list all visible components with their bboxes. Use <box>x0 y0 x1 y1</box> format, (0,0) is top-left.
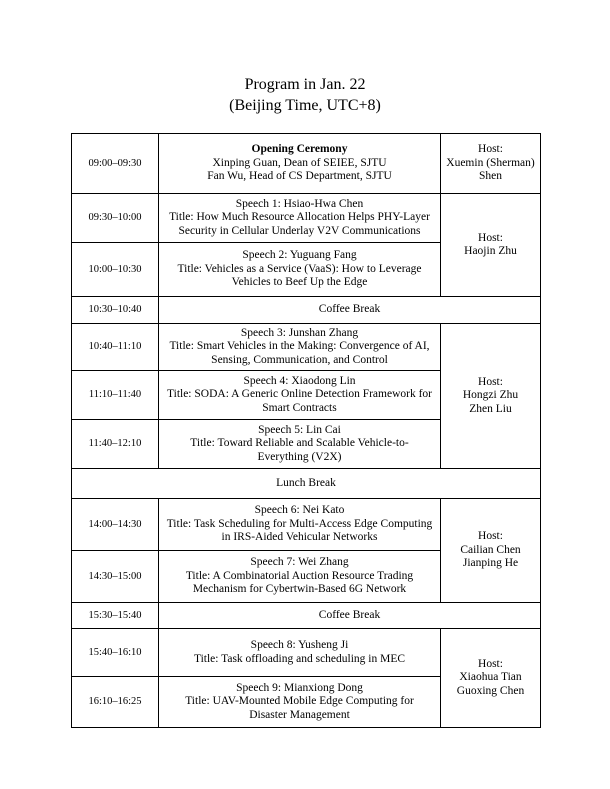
session-line: Sensing, Communication, and Control <box>211 353 388 366</box>
session-line: Title: Task offloading and scheduling in MEC <box>193 652 406 665</box>
session-time: 10:40–11:10 <box>72 324 159 371</box>
session-content <box>159 194 441 243</box>
host-name: Zhen Liu <box>469 402 512 415</box>
table-row <box>72 469 541 499</box>
host-cell <box>441 629 541 728</box>
session-time: 09:00–09:30 <box>72 134 159 194</box>
session-content <box>159 324 441 371</box>
host-name: Shen <box>479 170 502 183</box>
session-heading: Speech 2: Yuguang Fang <box>242 249 357 262</box>
session-line: Title: Toward Reliable and Scalable Vehicle-to- <box>190 437 409 450</box>
session-heading: Speech 7: Wei Zhang <box>250 556 349 569</box>
table-row <box>72 324 541 371</box>
session-time: 14:00–14:30 <box>72 499 159 551</box>
session-time: 10:00–10:30 <box>72 243 159 297</box>
session-content <box>159 420 441 469</box>
session-line: Title: Vehicles as a Service (VaaS): How to Leverage <box>177 262 422 275</box>
session-line: in IRS-Aided Vehicular Networks <box>221 531 378 544</box>
host-name: Xuemin (Sherman) <box>446 156 535 169</box>
session-heading: Speech 3: Junshan Zhang <box>240 326 359 339</box>
session-content <box>159 551 441 603</box>
host-label: Host: <box>478 375 503 388</box>
session-content <box>159 629 441 677</box>
program-title: Program in Jan. 22 <box>244 76 366 93</box>
session-time: 15:30–15:40 <box>72 603 159 629</box>
session-heading: Opening Ceremony <box>251 143 348 156</box>
session-heading: Speech 9: Mianxiong Dong <box>236 681 363 694</box>
session-content <box>159 243 441 297</box>
session-line: Vehicles to Beef Up the Edge <box>231 276 368 289</box>
session-content <box>159 371 441 420</box>
host-name: Haojin Zhu <box>464 245 517 257</box>
host-name: Hongzi Zhu <box>462 389 519 402</box>
session-heading: Speech 1: Hsiao-Hwa Chen <box>235 197 364 210</box>
break-label: Coffee Break <box>318 608 381 621</box>
program-subtitle: (Beijing Time, UTC+8) <box>229 97 381 114</box>
table-row <box>72 194 541 243</box>
session-time: 16:10–16:25 <box>72 677 159 728</box>
table-row <box>72 499 541 551</box>
session-content <box>159 677 441 728</box>
host-label: Host: <box>478 530 503 543</box>
break-cell <box>72 469 541 499</box>
host-cell <box>441 194 541 297</box>
session-content <box>159 499 441 551</box>
session-line: Disaster Management <box>249 708 350 721</box>
host-label: Host: <box>478 143 503 156</box>
session-line: Title: Task Scheduling for Multi-Access Edge Computing <box>166 517 433 530</box>
table-row <box>72 297 541 324</box>
session-heading: Speech 4: Xiaodong Lin <box>243 374 356 387</box>
session-heading: Speech 8: Yusheng Ji <box>250 639 349 651</box>
session-line: Xinping Guan, Dean of SEIEE, SJTU <box>212 156 387 169</box>
host-name: Cailian Chen <box>460 543 521 556</box>
session-time: 15:40–16:10 <box>72 629 159 677</box>
table-row <box>72 629 541 677</box>
session-line: Everything (V2X) <box>257 450 342 463</box>
session-time: 11:40–12:10 <box>72 420 159 469</box>
break-cell <box>159 297 541 324</box>
table-row <box>72 603 541 629</box>
session-time: 10:30–10:40 <box>72 297 159 324</box>
host-cell <box>441 134 541 194</box>
host-cell <box>441 324 541 469</box>
session-line: Security in Cellular Underlay V2V Communications <box>178 224 421 237</box>
session-line: Title: Smart Vehicles in the Making: Convergence of AI, <box>169 340 430 353</box>
program-table <box>71 133 541 728</box>
session-line: Fan Wu, Head of CS Department, SJTU <box>207 170 392 183</box>
host-name: Guoxing Chen <box>456 684 525 697</box>
session-time: 09:30–10:00 <box>72 194 159 243</box>
break-cell <box>159 603 541 629</box>
session-line: Title: UAV-Mounted Mobile Edge Computing for <box>185 695 414 708</box>
session-content <box>159 134 441 194</box>
table-row <box>72 134 541 194</box>
session-time: 11:10–11:40 <box>72 371 159 420</box>
session-time: 14:30–15:00 <box>72 551 159 603</box>
host-name: Jianping He <box>462 557 519 570</box>
host-label: Host: <box>478 657 503 670</box>
host-label: Host: <box>478 231 503 244</box>
session-heading: Speech 6: Nei Kato <box>254 504 345 517</box>
page-title <box>0 74 610 116</box>
session-line: Mechanism for Cybertwin-Based 6G Network <box>192 583 407 596</box>
host-name: Xiaohua Tian <box>459 671 522 684</box>
session-heading: Speech 5: Lin Cai <box>258 423 341 436</box>
session-line: Title: How Much Resource Allocation Helps PHY-Layer <box>169 211 430 224</box>
break-label: Coffee Break <box>318 303 381 316</box>
host-cell <box>441 499 541 603</box>
session-line: Title: SODA: A Generic Online Detection Framework for <box>167 388 432 401</box>
break-label: Lunch Break <box>276 476 336 489</box>
session-line: Smart Contracts <box>262 401 337 414</box>
session-line: Title: A Combinatorial Auction Resource Trading <box>185 569 414 582</box>
